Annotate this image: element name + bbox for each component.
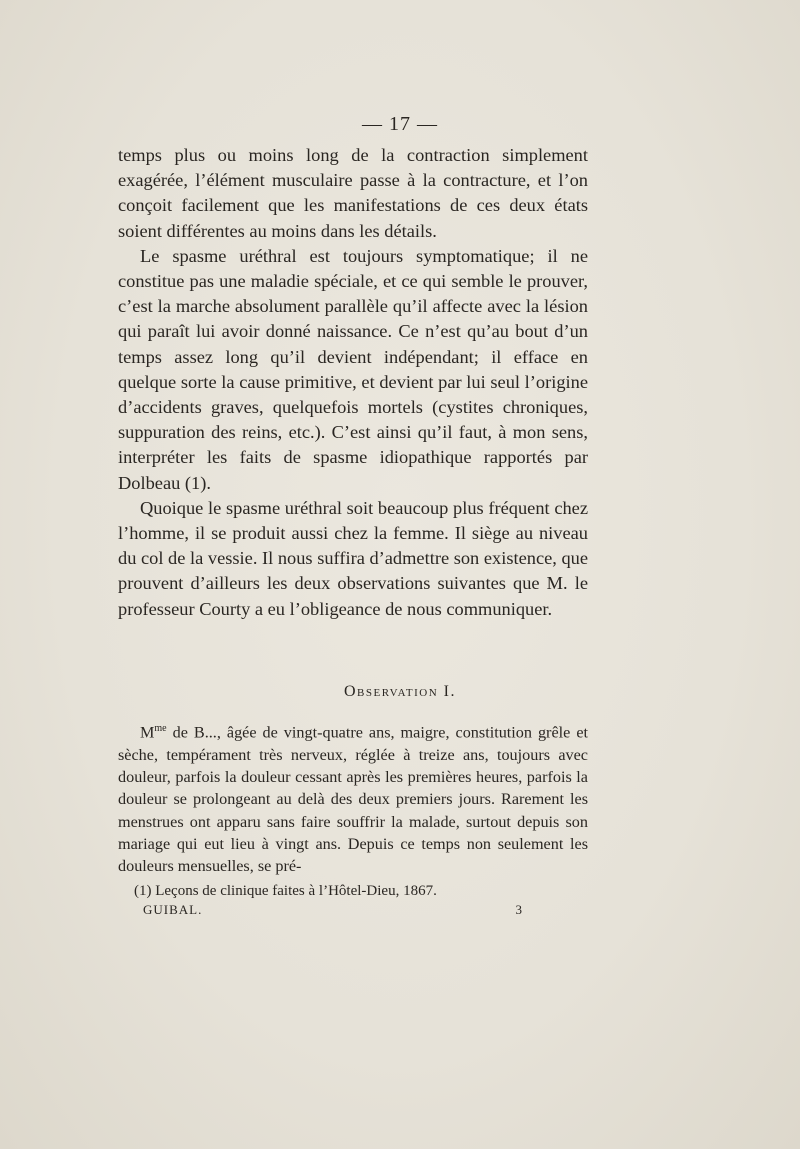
signature-sheet: 3 (515, 902, 523, 917)
paragraph-1: temps plus ou moins long de la contraction simplement exagérée, l’élément musculaire passe à la contracture, et l’on conçoit facilement que les manifestations de ces deux états soient différentes au moins dans les détails. (118, 145, 588, 241)
signature-author: GUIBAL. (143, 902, 203, 917)
observation-prefix-sup: me (154, 723, 167, 734)
observation-title: Observation I. (343, 683, 457, 700)
observation-text (118, 718, 588, 877)
main-text (118, 143, 588, 622)
page-number: — 17 — (362, 113, 438, 135)
signature-line (143, 902, 523, 918)
observation-prefix: M (140, 723, 155, 742)
footnote: (1) Leçons de clinique faites à l’Hôtel-Dieu, 1867. (134, 883, 437, 899)
paragraph-2: Le spasme uréthral est toujours symptomatique; il ne constitue pas une maladie spéciale, et ce qui semble le prouver, c’est la marche absolument parallèle qu’il affecte avec la lésion qui paraît lui avoir donné naissance. Ce n’est qu’au bout d’un temps assez long qu’il devient indépendant; il efface en quelque sorte la cause primitive, et devient par lui seul l’origine d’accidents graves, quelquefois mortels (cystites chroniques, suppuration des reins, etc.). C’est ainsi qu’il faut, à mon sens, interpréter les faits de spasme idiopathique rapportés par Dolbeau (1). (118, 245, 588, 493)
paragraph-3: Quoique le spasme uréthral soit beaucoup plus fréquent chez l’homme, il se produit aussi chez la femme. Il siège au niveau du col de la vessie. Il nous suffira d’admettre son existence, que prouvent d’ailleurs les deux observations suivantes que M. le professeur Courty a eu l’obligeance de nous communiquer. (118, 497, 589, 619)
observation-body: de B..., âgée de vingt-quatre ans, maigre, constitution grêle et sèche, tempérament très nerveux, réglée à treize ans, toujours avec douleur, parfois la douleur cessant après les premières heures, parfois la douleur se prolongeant au delà des deux premiers jours. Rarement les menstrues ont apparu sans faire souffrir la malade, surtout depuis son mariage qui eut lieu à vingt ans. Depuis ce temps non seulement les douleurs mensuelles, se pré- (118, 723, 588, 876)
observation-paragraph (118, 718, 588, 877)
